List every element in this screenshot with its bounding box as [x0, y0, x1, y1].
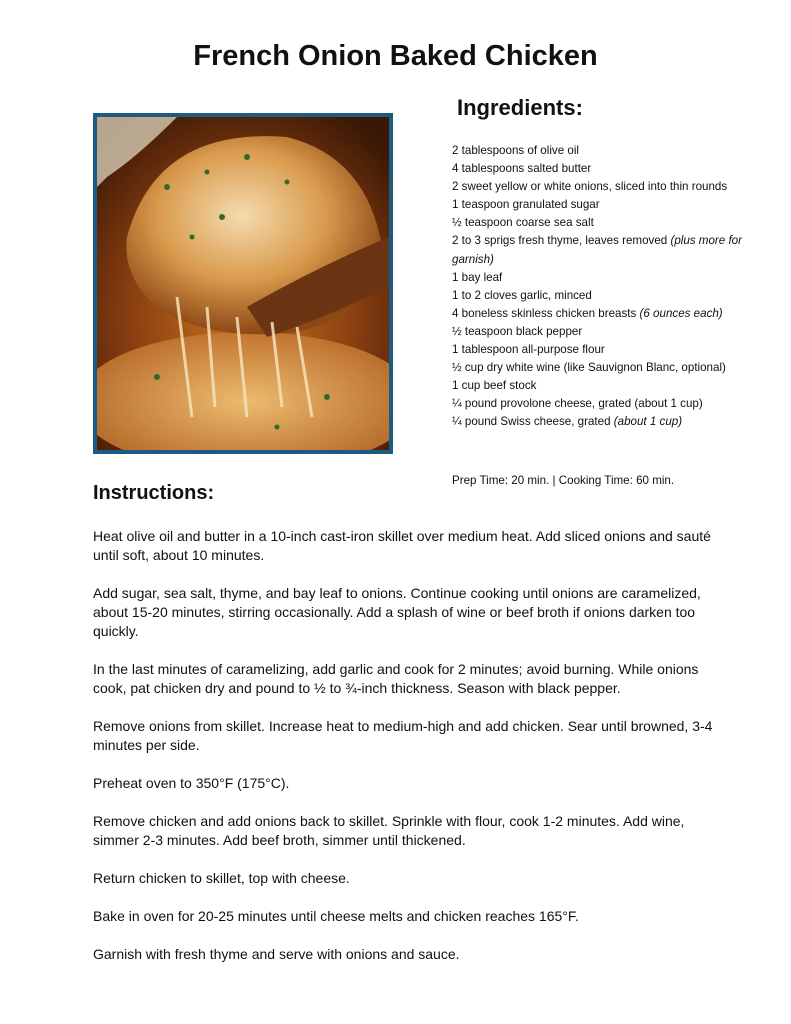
list-item: 4 boneless skinless chicken breasts (6 ounces each)	[452, 306, 723, 320]
instruction-step: Garnish with fresh thyme and serve with onions and sauce.	[93, 946, 460, 962]
list-item: 2 sweet yellow or white onions, sliced into thin rounds	[452, 180, 728, 194]
instruction-step: Remove onions from skillet. Increase heat to medium-high and add chicken. Sear until browned, 3-4 minutes per side.	[93, 718, 713, 753]
list-item: 1 teaspoon granulated sugar	[452, 198, 600, 212]
instruction-step: Preheat oven to 350°F (175°C).	[93, 775, 290, 791]
list-item: ½ cup dry white wine (like Sauvignon Blanc, optional)	[452, 361, 726, 375]
instruction-step: Add sugar, sea salt, thyme, and bay leaf to onions. Continue cooking until onions are caramelized, about 15-20 minutes, stirring occasionally. Add a splash of wine or beef broth if onions darken too quickly.	[93, 585, 701, 639]
instruction-step: In the last minutes of caramelizing, add garlic and cook for 2 minutes; avoid burning. While onions cook, pat chicken dry and pound to ½ to ¾-inch thickness. Season with black pepper.	[93, 661, 699, 696]
list-item: ½ teaspoon coarse sea salt	[452, 216, 594, 230]
instructions-list	[93, 527, 713, 983]
list-item: ¼ pound Swiss cheese, grated (about 1 cup)	[452, 415, 683, 429]
list-item: 4 tablespoons salted butter	[452, 162, 592, 176]
list-item: 1 tablespoon all-purpose flour	[452, 343, 605, 357]
prep-cook-time: Prep Time: 20 min. | Cooking Time: 60 min.	[452, 474, 675, 487]
instruction-step: Heat olive oil and butter in a 10-inch cast-iron skillet over medium heat. Add sliced onions and sauté until soft, about 10 minutes.	[93, 528, 711, 563]
list-item: 2 tablespoons of olive oil	[452, 144, 579, 157]
instruction-step: Bake in oven for 20-25 minutes until cheese melts and chicken reaches 165°F.	[93, 908, 579, 924]
baked-chicken-image	[97, 117, 389, 450]
ingredients-list	[452, 142, 752, 432]
list-item: ½ teaspoon black pepper	[452, 324, 583, 338]
recipe-title: French Onion Baked Chicken	[193, 40, 598, 72]
instruction-step: Return chicken to skillet, top with cheese.	[93, 870, 350, 886]
instruction-step: Remove chicken and add onions back to skillet. Sprinkle with flour, cook 1-2 minutes. Add wine, simmer 2-3 minutes. Add beef broth, simmer until thickened.	[93, 813, 685, 848]
list-item: 1 cup beef stock	[452, 379, 537, 393]
food-photo	[93, 113, 393, 454]
list-item: ¼ pound provolone cheese, grated (about 1 cup)	[452, 397, 703, 411]
list-item: 2 to 3 sprigs fresh thyme, leaves removed (plus more for garnish)	[452, 234, 742, 266]
list-item: 1 bay leaf	[452, 270, 503, 284]
list-item: 1 to 2 cloves garlic, minced	[452, 288, 592, 302]
ingredients-heading: Ingredients:	[457, 95, 583, 120]
instructions-heading: Instructions:	[93, 482, 215, 504]
